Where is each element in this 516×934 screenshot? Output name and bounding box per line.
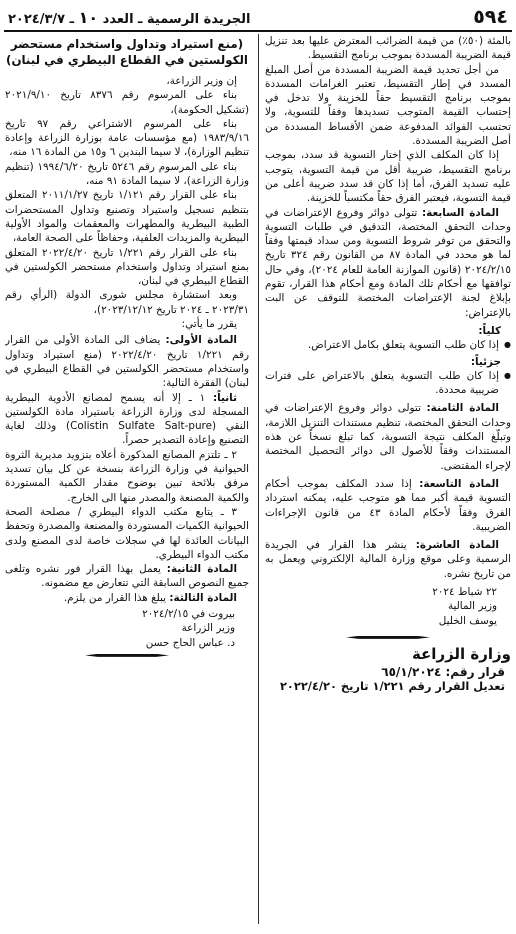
running-title [8, 8, 251, 27]
ministry-title: وزارة الزراعة [411, 644, 511, 663]
paragraph: من أجل تحديد قيمة الضريبة المسددة من أصل المبلغ المسدد في إطار التقسيط، تعتبر الغرامات المسددة بموجب برنامج التقسيط حقاً للخزينة ولا تدخل في إحتساب القيمة المتوجب تسديدها وفقاً للتسوية، ولا تحتسب الفوائد المدفوعة ضمن الأقساط المسددة من أصل الضريبة المسددة. [265, 63, 511, 148]
decision-number [265, 665, 505, 679]
article-ten [265, 538, 511, 581]
article-label: المادة الثامنة: [426, 402, 499, 415]
article-one [5, 333, 249, 390]
preamble-item: بناء على المرسوم رقم ٥٢٤٦ تاريخ ١٩٩٤/٦/٢٠ (تنظيم وزارة الزراعة)، لا سيما المادة ٩١ منه، [5, 160, 249, 188]
decision-label: قرار رقم: [445, 665, 505, 680]
article-nine [265, 477, 511, 534]
preamble-item: بناء على القرار رقم ١/١٢١ تاريخ ٢٠١١/١/٢٧ المتعلق بتنظيم تسجيل واستيراد وتصنيع وتداول المستحضرات الطبية البيطرية والمطهرات والمعقمات والمواد الأولية البيطرية والمزيدات العلفية، وحفاظاً على الصحة العامة، [5, 189, 249, 245]
list-item: ● إذا كان طلب التسوية يتعلق بالاعتراض على فترات ضريبية محددة. [265, 369, 511, 398]
decision-subject: تعديل القرار رقم ١/٢٢١ تاريخ ٢٠٢٢/٤/٢٠ [279, 679, 505, 694]
signature-name: د. عباس الحاج حسن [145, 636, 235, 649]
signature-date: ٢٢ شباط ٢٠٢٤ [432, 585, 497, 598]
article-text: تتولى دوائر وفروع الإعتراضات في وحدات التحقق المختصة، التدقيق في طلبات التسوية والتحقق من توفر شروط التسوية ومن سداد قيمتها وفقاً لما هو محدد في المادة ٨٧ من القانون رقم ٣٢٤ تاريخ ٢٠٢٤/٢/١٥ (قانون الموازنة العامة للعام ٢٠٢٤)، وفي حال توافقها مع أحكام تلك المادة ومع أحكام هذا القرار، تقوم بإبلاغ لجنة الإعتراضات المختصة للتوقف عن البت بالإعتراض: [265, 206, 511, 319]
signature-place-date: بيروت في ٢٠٢٤/٢/١٥ [142, 607, 235, 620]
article-one-item: ٣ ـ يتابع مكتب الدواء البيطري / مصلحة الصحة الحيوانية الكميات المستوردة والمصنعة والمصدرة وتحفظ البيانات العائدة لها في سجلات خاصة لدى المصنع ولدى مكتب الدواء البيطري. [5, 505, 249, 561]
paragraph: إذا كان المكلف الذي إختار التسوية قد سدد، بموجب برنامج التقسيط، ضريبة أقل من قيمة التسوية، يتوجب عليه تسديد الفرق، أما إذا كان قد سدد ضريبة أعلى من قيمة التسوية، فيعتبر الفرق حقاً مكتسباً للخزينة. [265, 149, 511, 205]
article-label: المادة العاشرة: [415, 539, 499, 552]
paragraph: إن وزير الزراعة، [166, 75, 237, 87]
signature-name: يوسف الخليل [438, 614, 497, 627]
list-item: ● إذا كان طلب التسوية يتعلق بكامل الاعتراض. [265, 338, 511, 352]
page-number: ٥٩٤ [473, 6, 508, 28]
decides-line: يقرر ما يأتي: [181, 318, 237, 331]
article-text: إذا سدد المكلف بموجب أحكام التسوية قيمة أكبر مما هو متوجب عليه، يمكنه استرداد الفرق وفقاً لأحكام المادة ٤٣ من قانون الإجراءات الضريبية. [265, 477, 511, 533]
article-one-item: ٢ ـ تلتزم المصانع المذكورة أعلاه بتزويد مديرية الثروة الحيوانية في وزارة الزراعة بنسخة عن كل بيان تسديد مرفق بلائحة تبين بوضوح مقدار الكمية المستوردة والكمية المصنعة والمصدر منها الى الخارج. [5, 448, 249, 504]
preamble-item: بناء على القرار رقم ١/٢٢١ تاريخ ٢٠٢٢/٤/٢٠ المتعلق بمنع استيراد وتداول واستخدام مستحضر الكولستين في القطاع البيطري في لبنان، [5, 246, 249, 288]
article-label: المادة الثالثة: [169, 591, 237, 604]
article-label: المادة التاسعة: [419, 477, 499, 490]
page-header [4, 4, 512, 32]
article-label: المادة الأولى: [165, 334, 237, 347]
article-text: ينشر هذا القرار في الجريدة الرسمية وعلى موقع وزارة المالية الإلكتروني ويعمل به من تاريخ نشره. [265, 539, 511, 580]
article-label: المادة السابعة: [422, 206, 499, 219]
paragraph: بالمئة (٥٠٪) من قيمة الضرائب المعترض عليها بعد تنزيل قيمة الضريبة المسددة بموجب برنامج التقسيط. [265, 35, 511, 62]
signature-title: وزير الزراعة [181, 622, 235, 635]
article-one-item [5, 391, 249, 448]
section-separator [85, 654, 169, 657]
article-text: يضاف الى المادة الأولى من القرار رقم ١/٢٢١ تاريخ ٢٠٢٢/٤/٢٠ (منع استيراد وتداول واستخدام مستحضر الكولستين في القطاع البيطري في لبنان) الفقرة التالية: [5, 334, 249, 390]
section-separator [346, 636, 430, 639]
decision-title: (منع استيراد وتداول واستخدام مستحضر الكولستين في القطاع البيطري في لبنان) [6, 37, 248, 67]
preamble-item: بناء على المرسوم رقم ٨٣٧٦ تاريخ ٢٠٢١/٩/١٠ (تشكيل الحكومة)، [5, 89, 249, 116]
item-text: ١ ـ إلا أنه يسمح لمصانع الأدوية البيطرية المسجلة لدى وزارة الزراعة باستيراد مادة الكولستين النقي (Colistin Sulfate Salt-pure) وذلك لغاية التصنيع وإعادة التصدير حصراً. [5, 391, 249, 447]
column-divider [258, 34, 259, 924]
article-three [5, 591, 249, 605]
partially-heading: جزئياً: [470, 355, 501, 368]
preamble-item: بناء على المرسوم الاشتراعي رقم ٩٧ تاريخ ١٩٨٣/٩/١٦ (مع مؤسسات عامة بوزارة الزراعة وإعادة تنظيم الوزارة)، لا سيما البندين ٦ و١٥ من المادة ١٦ منه، [5, 117, 249, 159]
article-two [5, 562, 249, 591]
right-column [265, 34, 511, 924]
totally-heading: كلياً: [478, 324, 501, 337]
issue-number: ١٠ [78, 8, 99, 27]
article-text: يعمل بهذا القرار فور نشره وتلغى جميع النصوص السابقة التي تتعارض مع مضمونه. [5, 563, 249, 590]
article-label: المادة الثانية: [166, 563, 238, 576]
article-text: يبلغ هذا القرار من يلزم. [63, 591, 170, 604]
article-eight [265, 401, 511, 472]
decision-value: ٦٥/١/٢٠٢٤ [381, 665, 446, 680]
article-seven [265, 206, 511, 320]
article-text: تتولى دوائر وفروع الإعتراضات في وحدات التحقق المختصة، تنظيم مستندات التنزيل اللازمة، وتبلّغ المكلف نتيجة التسوية، كما تبلغ نسخاً عن هذه المستندات وفقاً للأصول الى دوائر التحصيل المختصة لإجراء المقتضى. [265, 402, 511, 472]
preamble-item: وبعد استشارة مجلس شورى الدولة (الرأي رقم ٢٠٢٣/٣١ ـ ٢٠٢٤ تاريخ ٢٠٢٣/١٢/١٢)، [5, 289, 249, 316]
running-title-date: ـ ٢٠٢٤/٣/٧ [8, 12, 79, 27]
signature-title: وزير المالية [447, 600, 497, 613]
left-column [5, 34, 249, 924]
sub-label: ثانياً: [212, 391, 237, 404]
running-title-prefix: الجريدة الرسمية ـ العدد [98, 12, 251, 27]
